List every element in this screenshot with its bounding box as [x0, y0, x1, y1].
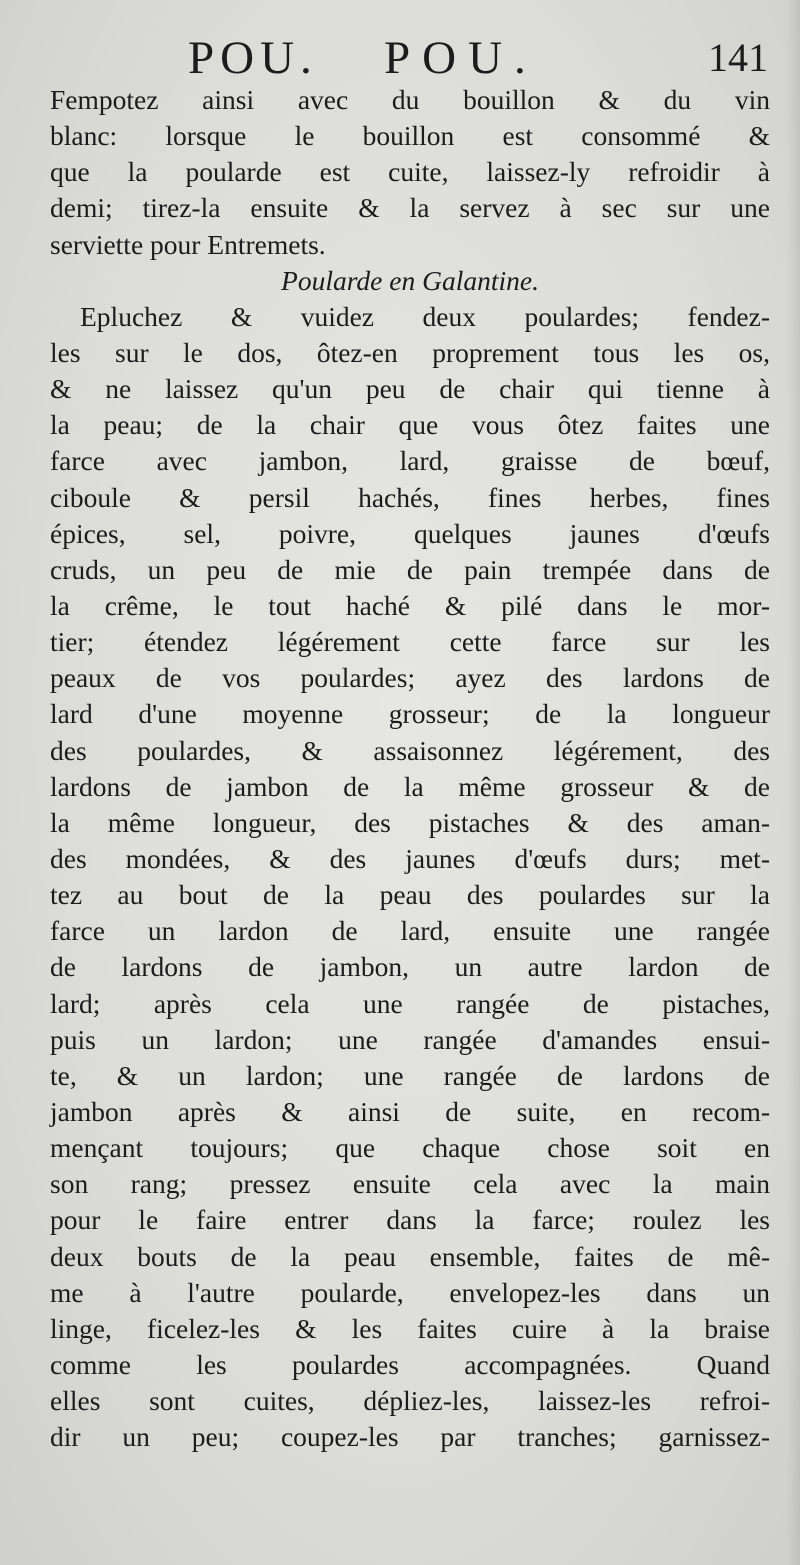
text-line: puis un lardon; une rangée d'amandes ensui-	[50, 1023, 770, 1055]
text-line: farce avec jambon, lard, graisse de bœuf,	[50, 445, 770, 477]
text-line: la peau; de la chair que vous ôtez faites une	[50, 409, 770, 441]
text-line: elles sont cuites, dépliez-les, laissez-les refroi-	[50, 1385, 770, 1417]
page-edge-shadow	[786, 0, 800, 1565]
text-line: tier; étendez légérement cette farce sur les	[50, 626, 770, 658]
text-line: & ne laissez qu'un peu de chair qui tienne à	[50, 373, 770, 405]
text-line: la même longueur, des pistaches & des aman-	[50, 806, 770, 838]
page-number: 141	[708, 35, 768, 80]
text-line: lard; après cela une rangée de pistaches,	[50, 987, 770, 1019]
text-line: dir un peu; coupez-les par tranches; garnissez-	[50, 1421, 770, 1453]
text-line: te, & un lardon; une rangée de lardons de	[50, 1059, 770, 1091]
text-line: de lardons de jambon, un autre lardon de	[50, 951, 770, 983]
text-line: comme les poulardes accompagnées. Quand	[50, 1348, 770, 1380]
text-line: jambon après & ainsi de suite, en recom-	[50, 1095, 770, 1127]
text-line: serviette pour Entremets.	[50, 228, 326, 260]
body-text	[50, 82, 770, 1455]
text-line: blanc: lorsque le bouillon est consommé &	[50, 120, 770, 152]
running-head-center: POU.	[384, 32, 538, 84]
text-line: les sur le dos, ôtez-en proprement tous les os,	[50, 336, 770, 368]
text-line: farce un lardon de lard, ensuite une rangée	[50, 915, 770, 947]
text-line: Epluchez & vuidez deux poulardes; fendez-	[80, 300, 770, 332]
text-line: ciboule & persil hachés, fines herbes, fines	[50, 481, 770, 513]
text-line: cruds, un peu de mie de pain trempée dans de	[50, 553, 770, 585]
text-line: que la poularde est cuite, laissez-ly refroidir à	[50, 156, 770, 188]
text-line: peaux de vos poulardes; ayez des lardons de	[50, 662, 770, 694]
text-line: lardons de jambon de la même grosseur & de	[50, 770, 770, 802]
text-line: linge, ficelez-les & les faites cuire à la braise	[50, 1312, 770, 1344]
text-line: lard d'une moyenne grosseur; de la longueur	[50, 698, 770, 730]
text-line: mençant toujours; que chaque chose soit en	[50, 1132, 770, 1164]
text-line: tez au bout de la peau des poulardes sur la	[50, 879, 770, 911]
recipe-heading: Poularde en Galantine.	[281, 264, 539, 296]
text-line: des poulardes, & assaisonnez légérement, des	[50, 734, 770, 766]
text-line: Fempotez ainsi avec du bouillon & du vin	[50, 84, 770, 115]
text-line: la crême, le tout haché & pilé dans le mor-	[50, 589, 770, 621]
text-line: pour le faire entrer dans la farce; roulez les	[50, 1204, 770, 1236]
text-line: deux bouts de la peau ensemble, faites de mê-	[50, 1240, 770, 1272]
text-line: épices, sel, poivre, quelques jaunes d'œufs	[50, 517, 770, 549]
running-head-left: POU.	[188, 32, 318, 84]
running-head	[0, 28, 800, 88]
text-line: demi; tirez-la ensuite & la servez à sec sur une	[50, 192, 770, 224]
text-line: des mondées, & des jaunes d'œufs durs; met-	[50, 842, 770, 874]
text-line: me à l'autre poularde, envelopez-les dans un	[50, 1276, 770, 1308]
text-line: son rang; pressez ensuite cela avec la main	[50, 1168, 770, 1200]
